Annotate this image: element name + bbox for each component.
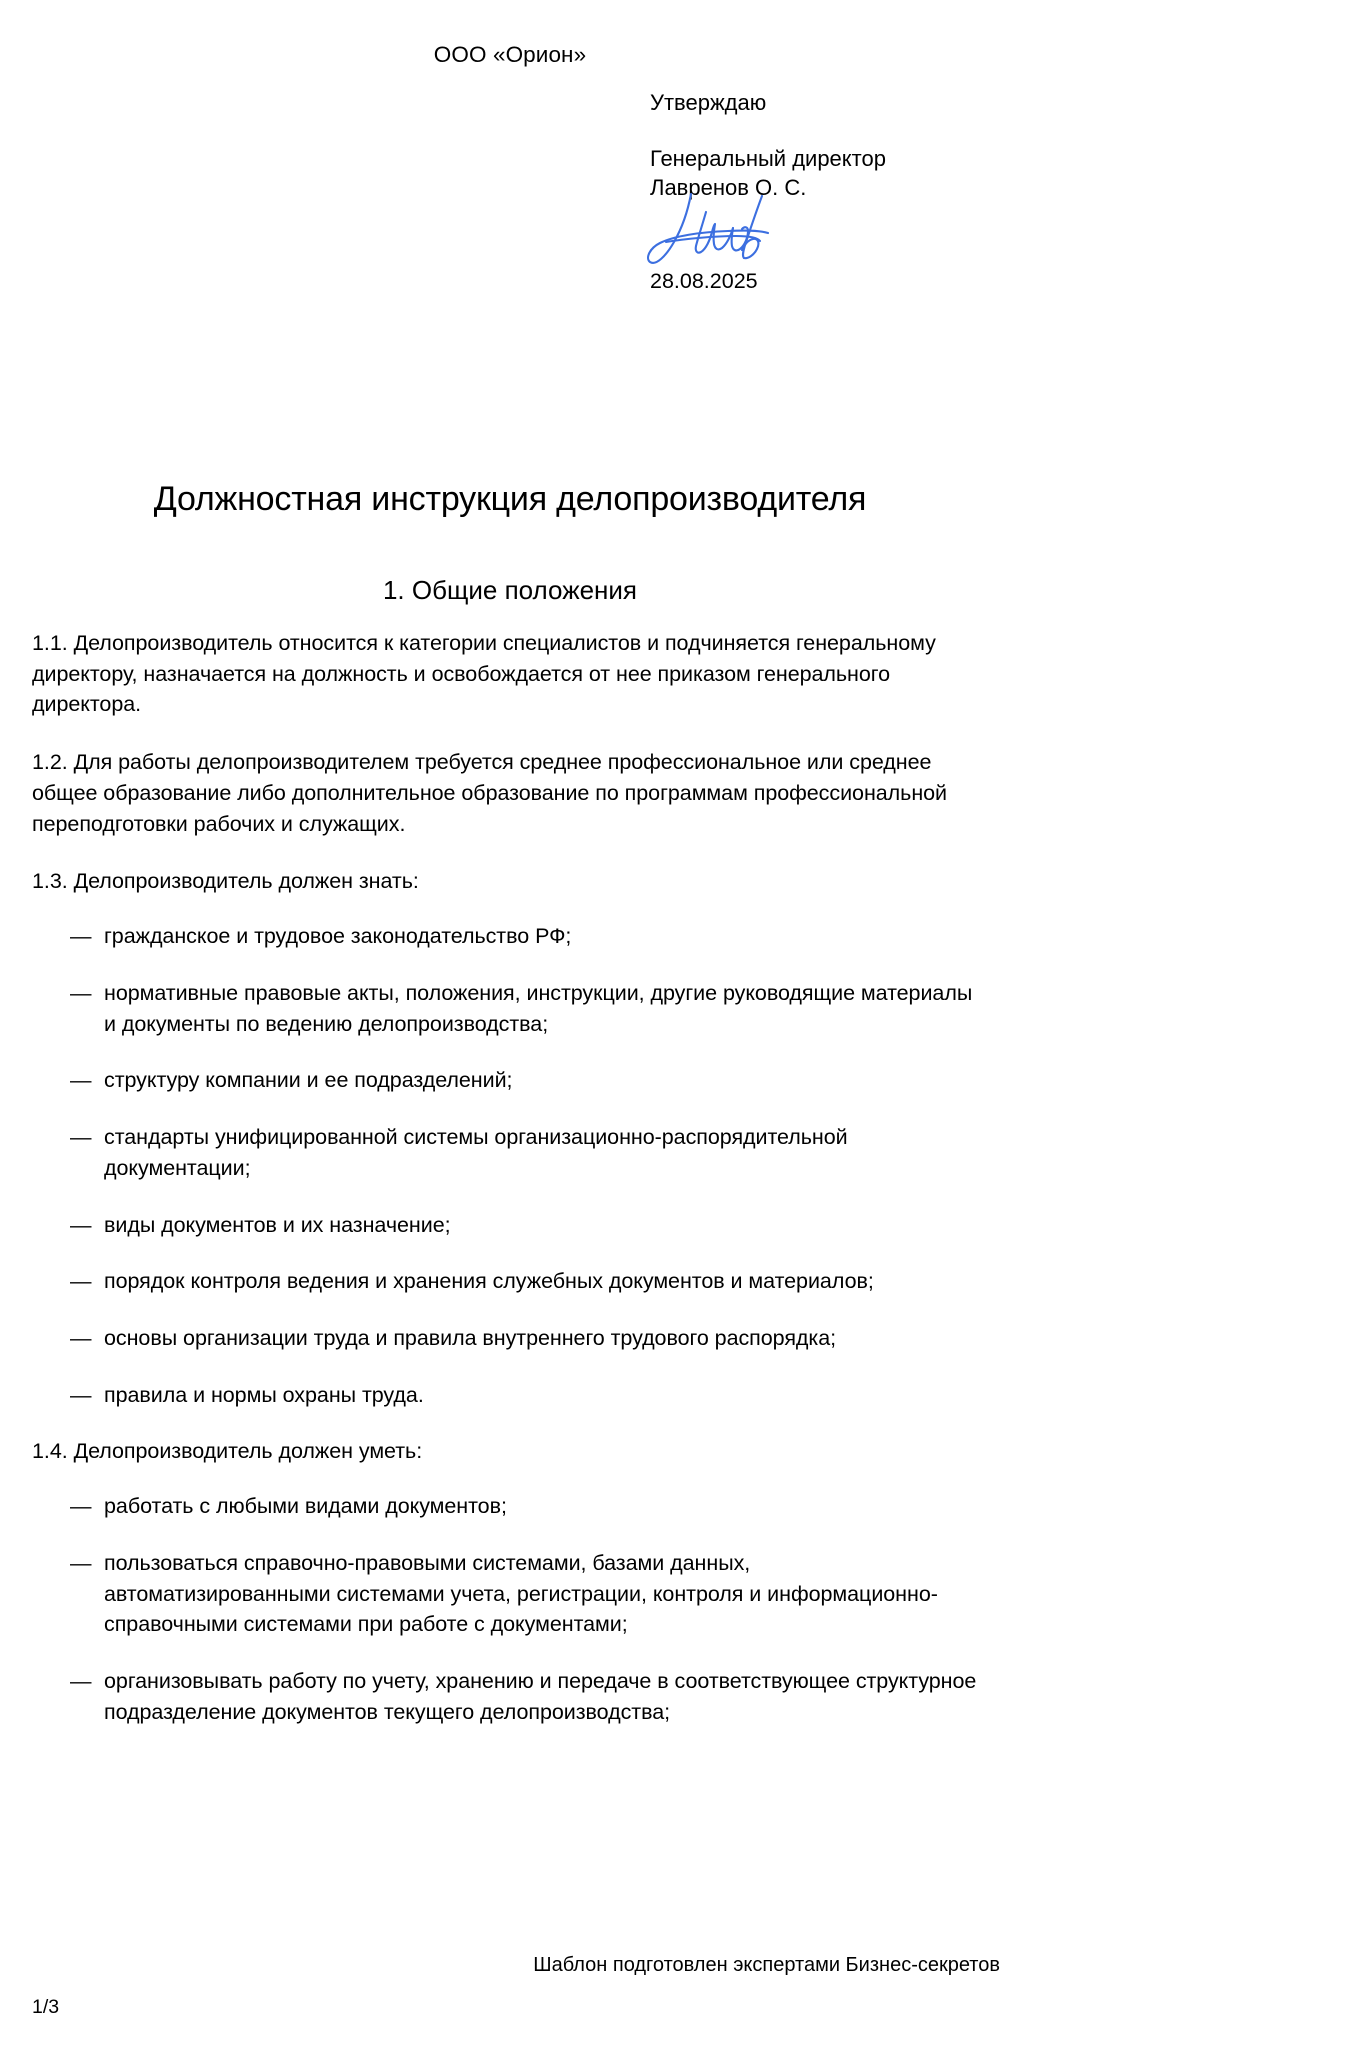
list-item-text: нормативные правовые акты, положения, инструкции, другие руководящие материалы и документы по ведению делопроизводства; <box>104 980 973 1036</box>
list-item <box>32 978 982 1039</box>
page-number: 1/3 <box>32 1996 60 2018</box>
em-dash-icon: — <box>70 980 92 1005</box>
list-item-text: пользоваться справочно-правовыми системами, базами данных, автоматизированными системами учета, регистрации, контроля и информационно-справочными системами при работе с документами; <box>104 1550 938 1637</box>
approval-word: Утверждаю <box>650 90 767 115</box>
em-dash-icon: — <box>70 1669 92 1694</box>
clause-1-2: 1.2. Для работы делопроизводителем требуется среднее профессиональное или среднее общее образование либо дополнительное образование по программам профессиональной переподготовки рабочих и служащих. <box>32 750 948 836</box>
em-dash-icon: — <box>70 1550 92 1575</box>
em-dash-icon: — <box>70 924 92 949</box>
organization-name: ООО «Орион» <box>433 42 587 67</box>
em-dash-icon: — <box>70 1125 92 1150</box>
list-item <box>32 1380 982 1411</box>
em-dash-icon: — <box>70 1326 92 1351</box>
footer-note: Шаблон подготовлен экспертами Бизнес-секретов <box>533 1954 1000 1976</box>
list-item-text: правила и нормы охраны труда. <box>104 1382 424 1407</box>
handwritten-signature-icon <box>644 192 844 287</box>
list-item-text: основы организации труда и правила внутреннего трудового распорядка; <box>104 1326 837 1351</box>
em-dash-icon: — <box>70 1269 92 1294</box>
list-item <box>32 1122 982 1183</box>
list-item <box>32 1323 982 1354</box>
list-item-text: порядок контроля ведения и хранения служебных документов и материалов; <box>104 1269 874 1294</box>
approver-name: Лавренов О. С. <box>650 175 807 201</box>
approver-role: Генеральный директор <box>650 146 886 172</box>
em-dash-icon: — <box>70 1068 92 1093</box>
list-item <box>32 1210 982 1241</box>
signature-date: 28.08.2025 <box>650 269 758 294</box>
list-item-text: стандарты унифицированной системы организационно-распорядительной документации; <box>104 1125 848 1180</box>
list-item-text: структуру компании и ее подразделений; <box>104 1068 513 1093</box>
section-heading: 1. Общие положения <box>382 574 638 605</box>
list-item-text: виды документов и их назначение; <box>104 1212 451 1237</box>
approval-block <box>650 88 1010 296</box>
document-body <box>32 628 982 1754</box>
signature-area <box>644 192 1010 264</box>
approval-spacer <box>650 117 1010 144</box>
em-dash-icon: — <box>70 1382 92 1407</box>
list-item-text: организовывать работу по учету, хранению и передаче в соответствующее структурное подразделение документов текущего делопроизводства; <box>104 1669 977 1724</box>
list-item <box>32 1266 982 1297</box>
list-item-text: гражданское и трудовое законодательство РФ; <box>104 924 572 949</box>
em-dash-icon: — <box>70 1494 92 1519</box>
page-title: Должностная инструкция делопроизводителя <box>153 479 867 518</box>
list-item <box>32 1666 982 1727</box>
list-item <box>32 1548 982 1640</box>
list-item-text: работать с любыми видами документов; <box>104 1494 507 1519</box>
clause-1-1: 1.1. Делопроизводитель относится к категории специалистов и подчиняется генеральному директору, назначается на должность и освобождается от нее приказом генерального директора. <box>32 631 936 717</box>
clause-1-4-intro: 1.4. Делопроизводитель должен уметь: <box>32 1439 423 1464</box>
clause-1-3-intro: 1.3. Делопроизводитель должен знать: <box>32 869 419 894</box>
list-item <box>32 1491 982 1522</box>
list-item <box>32 921 982 952</box>
list-item <box>32 1065 982 1096</box>
em-dash-icon: — <box>70 1212 92 1237</box>
